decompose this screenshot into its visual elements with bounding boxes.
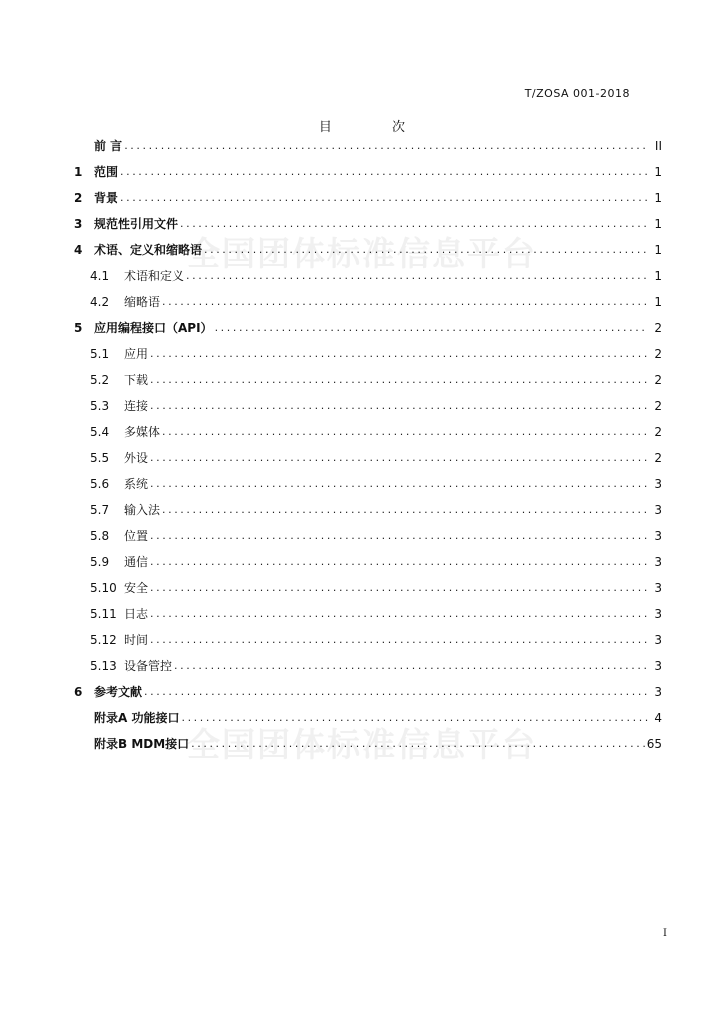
toc-entry-label (74, 237, 202, 263)
toc-entry-title: 前 言 (94, 139, 123, 153)
toc-entry-title: 连接 (124, 399, 149, 413)
toc-entry-label (90, 419, 160, 445)
toc-entry[interactable] (74, 159, 662, 185)
toc-entry-number: 5.11 (90, 607, 117, 621)
toc-leader-dots (150, 549, 648, 575)
toc-entry-title: 时间 (124, 633, 149, 647)
toc-entry-page: 65 (646, 737, 662, 751)
toc-entry-page: 4 (654, 711, 662, 725)
toc-entry-number: 5.4 (90, 425, 110, 439)
toc-leader-dots (162, 497, 648, 523)
toc-entry-number: 5.2 (90, 373, 110, 387)
toc-entry-title: 规范性引用文件 (94, 217, 179, 231)
toc-entry[interactable] (74, 523, 662, 549)
toc-entry-title: 位置 (124, 529, 149, 543)
toc-entry[interactable] (74, 237, 662, 263)
toc-entry-number: 5.12 (90, 633, 117, 647)
toc-entry-number: 4.1 (90, 269, 110, 283)
toc-entry[interactable] (74, 653, 662, 679)
toc-leader-dots (181, 705, 648, 731)
toc-entry-title: 应用 (124, 347, 149, 361)
toc-entry-number: 5.8 (90, 529, 110, 543)
toc-entry-title: 附录A 功能接口 (94, 711, 180, 725)
toc-entry[interactable] (74, 367, 662, 393)
toc-entry[interactable] (74, 133, 662, 159)
document-code: T/ZOSA 001-2018 (524, 87, 630, 100)
toc-entry-number: 6 (74, 685, 83, 699)
toc-leader-dots (204, 237, 648, 263)
toc-leader-dots (150, 341, 648, 367)
toc-entry[interactable] (74, 497, 662, 523)
table-of-contents (74, 133, 662, 757)
toc-leader-dots (120, 159, 648, 185)
toc-entry-page: 2 (654, 321, 662, 335)
toc-entry[interactable] (74, 289, 662, 315)
toc-entry-label (90, 445, 148, 471)
toc-entry-label (74, 315, 213, 341)
toc-entry-page: II (654, 139, 662, 153)
toc-entry[interactable] (74, 575, 662, 601)
toc-leader-dots (150, 627, 648, 653)
toc-entry[interactable] (74, 393, 662, 419)
toc-entry-number: 5.7 (90, 503, 110, 517)
toc-leader-dots (150, 575, 648, 601)
toc-entry[interactable] (74, 601, 662, 627)
toc-entry[interactable] (74, 315, 662, 341)
toc-entry-page: 1 (654, 295, 662, 309)
toc-entry-label (90, 367, 148, 393)
toc-entry-title: 附录B MDM接口 (94, 737, 190, 751)
toc-entry-number: 4.2 (90, 295, 110, 309)
toc-entry-label (74, 133, 122, 159)
toc-entry-number: 1 (74, 165, 83, 179)
toc-entry-title: 系统 (124, 477, 149, 491)
page-number: I (663, 928, 667, 939)
toc-entry-label (90, 653, 172, 679)
toc-entry-number: 5.5 (90, 451, 110, 465)
toc-entry-title: 下载 (124, 373, 149, 387)
toc-leader-dots (162, 289, 648, 315)
toc-leader-dots (150, 393, 648, 419)
toc-entry-title: 设备管控 (124, 659, 173, 673)
toc-entry[interactable] (74, 445, 662, 471)
toc-entry-number: 5.9 (90, 555, 110, 569)
toc-leader-dots (215, 315, 648, 341)
toc-entry-number: 3 (74, 217, 83, 231)
toc-entry[interactable] (74, 341, 662, 367)
toc-entry-number: 5.3 (90, 399, 110, 413)
toc-entry-number: 4 (74, 243, 83, 257)
toc-entry-title: 参考文献 (94, 685, 143, 699)
toc-entry-title: 外设 (124, 451, 149, 465)
toc-leader-dots (144, 679, 648, 705)
toc-entry-page: 1 (654, 165, 662, 179)
toc-entry-number: 5.1 (90, 347, 110, 361)
toc-entry[interactable] (74, 419, 662, 445)
toc-entry-page: 2 (654, 451, 662, 465)
toc-entry-label (74, 185, 118, 211)
toc-leader-dots (180, 211, 648, 237)
toc-entry-label (90, 601, 148, 627)
toc-entry-page: 1 (654, 217, 662, 231)
toc-leader-dots (150, 367, 648, 393)
toc-leader-dots (150, 471, 648, 497)
toc-entry-title: 多媒体 (124, 425, 161, 439)
toc-entry[interactable] (74, 679, 662, 705)
toc-entry-page: 1 (654, 243, 662, 257)
toc-entry[interactable] (74, 549, 662, 575)
toc-entry-label (74, 211, 178, 237)
toc-entry-page: 2 (654, 347, 662, 361)
toc-entry[interactable] (74, 263, 662, 289)
toc-entry[interactable] (74, 185, 662, 211)
toc-leader-dots (186, 263, 648, 289)
toc-entry-page: 3 (654, 633, 662, 647)
toc-entry[interactable] (74, 627, 662, 653)
toc-entry-page: 2 (654, 399, 662, 413)
toc-entry-page: 2 (654, 425, 662, 439)
toc-entry-page: 3 (654, 503, 662, 517)
toc-entry-title: 输入法 (124, 503, 161, 517)
toc-leader-dots (124, 133, 648, 159)
toc-entry-label (90, 289, 160, 315)
toc-entry-page: 3 (654, 477, 662, 491)
toc-title: 目 次 (318, 120, 434, 135)
toc-entry-title: 背景 (94, 191, 119, 205)
toc-entry-label (74, 159, 118, 185)
toc-entry-label (74, 679, 142, 705)
toc-entry-label (90, 471, 148, 497)
toc-entry-page: 3 (654, 529, 662, 543)
toc-entry-label (90, 393, 148, 419)
toc-entry-page: 2 (654, 373, 662, 387)
toc-entry-title: 安全 (124, 581, 149, 595)
toc-entry-label (90, 575, 148, 601)
watermark: 全国团体标准信息平台 (187, 725, 537, 764)
toc-entry-title: 缩略语 (124, 295, 161, 309)
toc-entry-page: 3 (654, 659, 662, 673)
toc-entry-title: 范围 (94, 165, 119, 179)
toc-entry-number: 5.6 (90, 477, 110, 491)
toc-entry-title: 日志 (124, 607, 149, 621)
toc-leader-dots (120, 185, 648, 211)
toc-entry-number: 5 (74, 321, 83, 335)
toc-leader-dots (150, 523, 648, 549)
toc-leader-dots (150, 445, 648, 471)
toc-entry-page: 3 (654, 555, 662, 569)
toc-entry-label (74, 705, 179, 731)
toc-leader-dots (162, 419, 648, 445)
toc-entry-title: 通信 (124, 555, 149, 569)
toc-entry-number: 5.10 (90, 581, 117, 595)
toc-entry-title: 术语、定义和缩略语 (94, 243, 203, 257)
toc-entry[interactable] (74, 731, 662, 757)
toc-entry-label (90, 627, 148, 653)
toc-entry-label (90, 263, 184, 289)
toc-entry-page: 3 (654, 581, 662, 595)
toc-entry-label (90, 341, 148, 367)
toc-entry-page: 1 (654, 269, 662, 283)
toc-entry-page: 3 (654, 607, 662, 621)
toc-entry[interactable] (74, 211, 662, 237)
toc-entry-title: 术语和定义 (124, 269, 185, 283)
toc-entry-label (90, 497, 160, 523)
toc-entry-label (90, 549, 148, 575)
toc-leader-dots (174, 653, 648, 679)
toc-entry-page: 1 (654, 191, 662, 205)
toc-entry-label (90, 523, 148, 549)
toc-entry-number: 5.13 (90, 659, 117, 673)
toc-entry-title: 应用编程接口（API） (94, 321, 213, 335)
toc-entry[interactable] (74, 471, 662, 497)
toc-entry-number: 2 (74, 191, 83, 205)
watermark: 全国团体标准信息平台 (187, 234, 537, 273)
toc-entry[interactable] (74, 705, 662, 731)
toc-entry-label (74, 731, 189, 757)
toc-entry-page: 3 (654, 685, 662, 699)
toc-leader-dots (150, 601, 648, 627)
toc-leader-dots (191, 731, 645, 757)
